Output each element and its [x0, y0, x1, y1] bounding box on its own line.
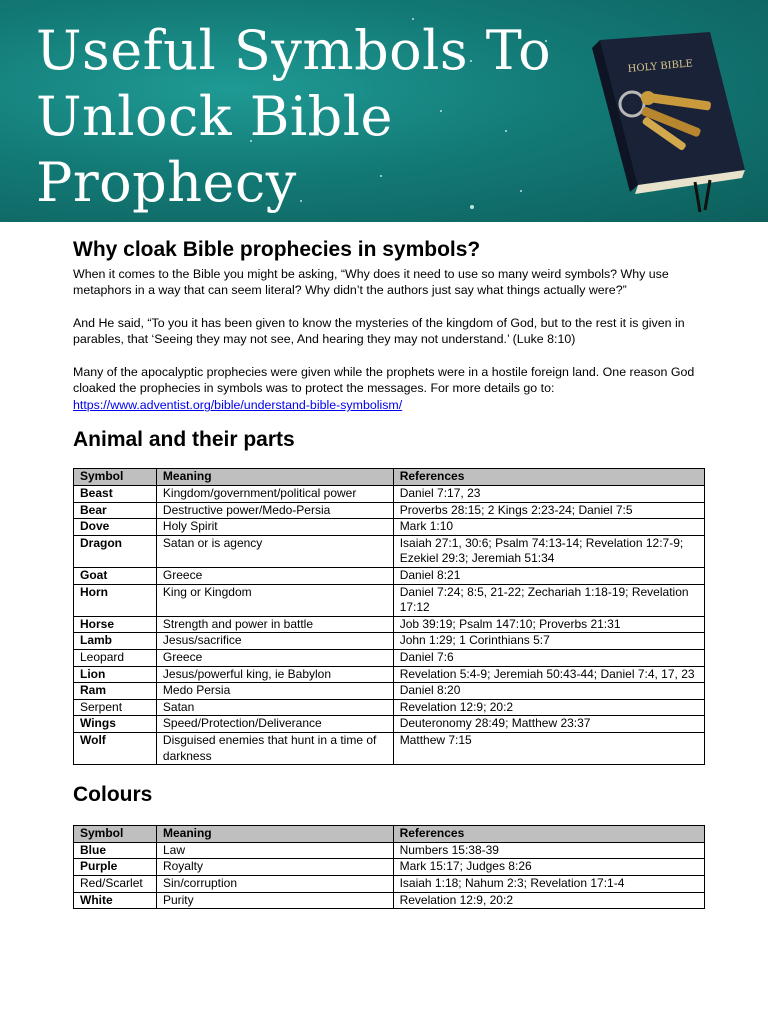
- references-cell: Mark 1:10: [393, 519, 704, 536]
- meaning-cell: Purity: [156, 892, 393, 909]
- references-cell: Matthew 7:15: [393, 732, 704, 764]
- column-header: Symbol: [74, 826, 157, 843]
- column-header: References: [393, 826, 704, 843]
- table-row: [74, 859, 705, 876]
- table-row: [74, 502, 705, 519]
- references-cell: Daniel 8:21: [393, 568, 704, 585]
- references-cell: Job 39:19; Psalm 147:10; Proverbs 21:31: [393, 616, 704, 633]
- column-header: Meaning: [156, 469, 393, 486]
- meaning-cell: Greece: [156, 649, 393, 666]
- references-cell: Numbers 15:38-39: [393, 842, 704, 859]
- title-line: Unlock Bible: [36, 85, 393, 148]
- meaning-cell: Kingdom/government/political power: [156, 486, 393, 503]
- references-cell: Daniel 7:6: [393, 649, 704, 666]
- why-symbols-heading: Why cloak Bible prophecies in symbols?: [73, 238, 481, 261]
- table-row: [74, 649, 705, 666]
- title-line: Prophecy: [36, 151, 297, 214]
- table-row: [74, 892, 705, 909]
- table-row: [74, 633, 705, 650]
- meaning-cell: Jesus/sacrifice: [156, 633, 393, 650]
- animals-heading: Animal and their parts: [73, 428, 295, 452]
- symbol-cell: Horse: [74, 616, 157, 633]
- symbol-cell: White: [74, 892, 157, 909]
- symbol-cell: Dragon: [74, 535, 157, 567]
- symbol-cell: Purple: [74, 859, 157, 876]
- table-row: [74, 732, 705, 764]
- intro-paragraph-2: And He said, “To you it has been given to know the mysteries of the kingdom of God, but to the rest it is given in parables, that ‘Seeing they may not see, And hearing they may not understand.’ (Luke 8:10): [73, 315, 685, 347]
- symbol-cell: Ram: [74, 683, 157, 700]
- symbol-cell: Serpent: [74, 699, 157, 716]
- symbol-cell: Leopard: [74, 649, 157, 666]
- bible-title-text: HOLY BIBLE: [627, 58, 694, 75]
- table-row: [74, 584, 705, 616]
- intro-paragraph-3: Many of the apocalyptic prophecies were given while the prophets were in a hostile foreign land. One reason God cloaked the prophecies in symbols was to protect the messages. For more details go to:: [73, 364, 695, 396]
- meaning-cell: Satan or is agency: [156, 535, 393, 567]
- meaning-cell: Strength and power in battle: [156, 616, 393, 633]
- symbol-cell: Wolf: [74, 732, 157, 764]
- table-row: [74, 519, 705, 536]
- table-row: [74, 699, 705, 716]
- column-header: References: [393, 469, 704, 486]
- references-cell: John 1:29; 1 Corinthians 5:7: [393, 633, 704, 650]
- meaning-cell: Jesus/powerful king, ie Babylon: [156, 666, 393, 683]
- meaning-cell: Greece: [156, 568, 393, 585]
- table-header-row: [74, 826, 705, 843]
- animals-table: [73, 468, 705, 765]
- references-cell: Isaiah 1:18; Nahum 2:3; Revelation 17:1-4: [393, 875, 704, 892]
- symbol-cell: Bear: [74, 502, 157, 519]
- references-cell: Daniel 7:24; 8:5, 21-22; Zechariah 1:18-19; Revelation 17:12: [393, 584, 704, 616]
- meaning-cell: Destructive power/Medo-Persia: [156, 502, 393, 519]
- colours-table: [73, 825, 705, 909]
- column-header: Symbol: [74, 469, 157, 486]
- symbol-cell: Wings: [74, 716, 157, 733]
- meaning-cell: Holy Spirit: [156, 519, 393, 536]
- references-cell: Daniel 8:20: [393, 683, 704, 700]
- table-row: [74, 666, 705, 683]
- meaning-cell: King or Kingdom: [156, 584, 393, 616]
- symbol-cell: Goat: [74, 568, 157, 585]
- symbol-cell: Dove: [74, 519, 157, 536]
- symbol-cell: Horn: [74, 584, 157, 616]
- symbol-cell: Red/Scarlet: [74, 875, 157, 892]
- symbol-cell: Lion: [74, 666, 157, 683]
- symbol-cell: Lamb: [74, 633, 157, 650]
- table-row: [74, 568, 705, 585]
- table-row: [74, 716, 705, 733]
- references-cell: Revelation 12:9; 20:2: [393, 699, 704, 716]
- symbol-cell: Blue: [74, 842, 157, 859]
- column-header: Meaning: [156, 826, 393, 843]
- bible-with-keys-image: [560, 20, 760, 215]
- references-cell: Revelation 5:4-9; Jeremiah 50:43-44; Daniel 7:4, 17, 23: [393, 666, 704, 683]
- symbol-cell: Beast: [74, 486, 157, 503]
- references-cell: Revelation 12:9, 20:2: [393, 892, 704, 909]
- meaning-cell: Law: [156, 842, 393, 859]
- table-header-row: [74, 469, 705, 486]
- meaning-cell: Satan: [156, 699, 393, 716]
- references-cell: Isaiah 27:1, 30:6; Psalm 74:13-14; Revelation 12:7-9; Ezekiel 29:3; Jeremiah 51:34: [393, 535, 704, 567]
- table-row: [74, 616, 705, 633]
- references-cell: Proverbs 28:15; 2 Kings 2:23-24; Daniel 7:5: [393, 502, 704, 519]
- table-row: [74, 875, 705, 892]
- meaning-cell: Speed/Protection/Deliverance: [156, 716, 393, 733]
- intro-paragraph-1: When it comes to the Bible you might be asking, “Why does it need to use so many weird symbols? Why use metaphors in a way that can seem literal? Why didn’t the authors just say what things actually were?”: [73, 267, 669, 298]
- table-row: [74, 842, 705, 859]
- colours-heading: Colours: [73, 783, 153, 807]
- title-line: Useful Symbols To: [36, 19, 552, 82]
- page-title: [36, 18, 576, 216]
- meaning-cell: Disguised enemies that hunt in a time of darkness: [156, 732, 393, 764]
- meaning-cell: Royalty: [156, 859, 393, 876]
- table-row: [74, 683, 705, 700]
- header-banner: [0, 0, 768, 222]
- meaning-cell: Sin/corruption: [156, 875, 393, 892]
- table-row: [74, 486, 705, 503]
- references-cell: Daniel 7:17, 23: [393, 486, 704, 503]
- references-cell: Deuteronomy 28:49; Matthew 23:37: [393, 716, 704, 733]
- references-cell: Mark 15:17; Judges 8:26: [393, 859, 704, 876]
- meaning-cell: Medo Persia: [156, 683, 393, 700]
- adventist-symbolism-link[interactable]: https://www.adventist.org/bible/understand-bible-symbolism/: [73, 398, 403, 413]
- page-content: [73, 236, 713, 909]
- table-row: [74, 535, 705, 567]
